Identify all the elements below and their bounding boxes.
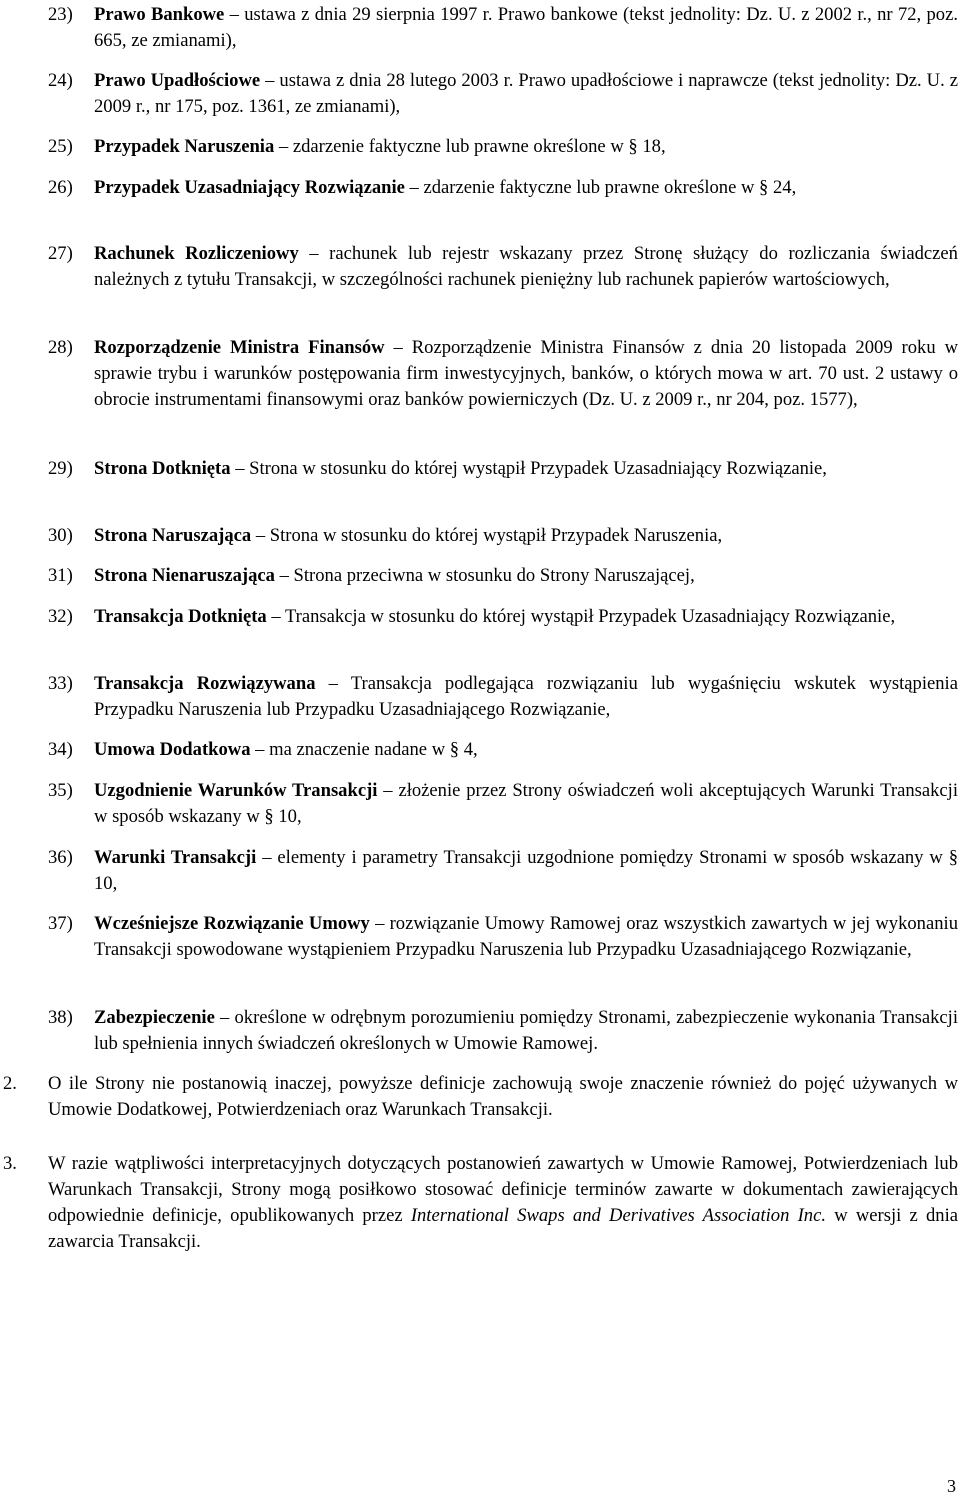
paragraph-text-end: w wersji z dnia zawarcia Transakcji. <box>48 1205 958 1252</box>
definition-text: – złożenie przez Strony oświadczeń woli akceptujących Warunki Transakcji w sposób wskazany w § 10, <box>94 780 958 827</box>
term: Przypadek Naruszenia <box>94 136 275 157</box>
term: Prawo Bankowe <box>94 4 225 25</box>
definition-text: – ustawa z dnia 28 lutego 2003 r. Prawo upadłościowe i naprawcze (tekst jednolity: Dz. U. z 2009 r., nr 175, poz. 1361, ze zmianami), <box>94 70 958 117</box>
term: Prawo Upadłościowe <box>94 70 261 91</box>
term: Strona Dotknięta <box>94 458 231 479</box>
definition-text: – Transakcja w stosunku do której wystąpił Przypadek Uzasadniający Rozwiązanie, <box>266 606 896 627</box>
definition-item-23 <box>48 2 958 54</box>
item-number: 32) <box>48 606 73 627</box>
definition-item-26 <box>48 175 958 201</box>
definition-item-38 <box>48 1005 958 1057</box>
definition-text: – określone w odrębnym porozumieniu pomiędzy Stronami, zabezpieczenie wykonania Transakcji lub spełnienia innych świadczeń określonych w Umowie Ramowej. <box>94 1007 958 1054</box>
definition-text: – ustawa z dnia 29 sierpnia 1997 r. Prawo bankowe (tekst jednolity: Dz. U. z 2002 r., nr 72, poz. 665, ze zmianami), <box>94 4 958 51</box>
definition-text: – rachunek lub rejestr wskazany przez Stronę służący do rozliczania świadczeń należnych z tytułu Transakcji, w szczególności rachunek pieniężny lub rachunek papierów wartościowych, <box>94 243 958 290</box>
term: Transakcja Dotknięta <box>94 606 267 627</box>
definition-text: – rozwiązanie Umowy Ramowej oraz wszystkich zawartych w jej wykonaniu Transakcji spowodowane wystąpieniem Przypadku Naruszenia lub Przypadku Uzasadniającego Rozwiązanie, <box>94 913 958 960</box>
term: Strona Naruszająca <box>94 525 252 546</box>
paragraph-3 <box>3 1151 958 1255</box>
definition-item-37 <box>48 911 958 963</box>
item-number: 29) <box>48 458 73 479</box>
item-number: 26) <box>48 177 73 198</box>
definition-text: – Rozporządzenie Ministra Finansów z dnia 20 listopada 2009 roku w sprawie trybu i warunków postępowania firm inwestycyjnych, banków, o których mowa w art. 70 ust. 2 ustawy o obrocie instrumentami finansowymi oraz banków powierniczych (Dz. U. z 2009 r., nr 204, poz. 1577), <box>94 337 959 410</box>
definition-item-32 <box>48 604 958 630</box>
term: Transakcja Rozwiązywana <box>94 673 316 694</box>
item-number: 34) <box>48 739 73 760</box>
term: Warunki Transakcji <box>94 847 257 868</box>
term: Uzgodnienie Warunków Transakcji <box>94 780 378 801</box>
definition-text: – Strona przeciwna w stosunku do Strony Naruszającej, <box>274 565 695 586</box>
term: Wcześniejsze Rozwiązanie Umowy <box>94 913 370 934</box>
definition-item-28 <box>48 335 958 413</box>
item-number: 31) <box>48 565 73 586</box>
definition-item-33 <box>48 671 958 723</box>
organization-name: International Swaps and Derivatives Association Inc. <box>410 1205 826 1226</box>
definition-item-31 <box>48 563 958 589</box>
term: Rozporządzenie Ministra Finansów <box>94 337 385 358</box>
term: Przypadek Uzasadniający Rozwiązanie <box>94 177 405 198</box>
paragraph-text: W razie wątpliwości interpretacyjnych dotyczących postanowień zawartych w Umowie Ramowej, Potwierdzeniach lub Warunkach Transakcji, Strony mogą posiłkowo stosować definicje terminów zawarte w dokumentach zawierających odpowiednie definicje, opublikowanych przez <box>48 1153 958 1226</box>
definition-item-36 <box>48 845 958 897</box>
item-number: 35) <box>48 780 73 801</box>
item-number: 24) <box>48 70 73 91</box>
term: Zabezpieczenie <box>94 1007 215 1028</box>
item-number: 25) <box>48 136 73 157</box>
definition-text: – ma znaczenie nadane w § 4, <box>250 739 478 760</box>
definition-item-25 <box>48 134 958 160</box>
item-number: 33) <box>48 673 73 694</box>
item-number: 30) <box>48 525 73 546</box>
item-number: 37) <box>48 913 73 934</box>
item-number: 27) <box>48 243 73 264</box>
definition-item-30 <box>48 523 958 549</box>
definition-item-29 <box>48 456 958 482</box>
item-number: 23) <box>48 4 73 25</box>
paragraph-text: O ile Strony nie postanowią inaczej, powyższe definicje zachowują swoje znaczenie również do pojęć używanych w Umowie Dodatkowej, Potwierdzeniach oraz Warunkach Transakcji. <box>48 1073 958 1120</box>
definition-item-35 <box>48 778 958 830</box>
term: Umowa Dodatkowa <box>94 739 251 760</box>
item-number: 28) <box>48 337 73 358</box>
definition-text: – zdarzenie faktyczne lub prawne określone w § 24, <box>404 177 797 198</box>
definition-item-27 <box>48 241 958 293</box>
page-number: 3 <box>947 1476 956 1496</box>
paragraph-number: 2. <box>3 1073 17 1094</box>
definition-text: – elementy i parametry Transakcji uzgodnione pomiędzy Stronami w sposób wskazany w § 10, <box>94 847 958 894</box>
term: Rachunek Rozliczeniowy <box>94 243 299 264</box>
term: Strona Nienaruszająca <box>94 565 275 586</box>
definition-text: – Strona w stosunku do której wystąpił Przypadek Uzasadniający Rozwiązanie, <box>230 458 827 479</box>
item-number: 38) <box>48 1007 73 1028</box>
definition-text: – Strona w stosunku do której wystąpił Przypadek Naruszenia, <box>251 525 723 546</box>
definition-item-24 <box>48 68 958 120</box>
paragraph-number: 3. <box>3 1153 17 1174</box>
definition-text: – zdarzenie faktyczne lub prawne określone w § 18, <box>274 136 666 157</box>
paragraph-2 <box>3 1071 958 1123</box>
item-number: 36) <box>48 847 73 868</box>
definition-text: – Transakcja podlegająca rozwiązaniu lub wygaśnięciu wskutek wystąpienia Przypadku Naruszenia lub Przypadku Uzasadniającego Rozwiązanie, <box>94 673 958 720</box>
definition-item-34 <box>48 737 958 763</box>
